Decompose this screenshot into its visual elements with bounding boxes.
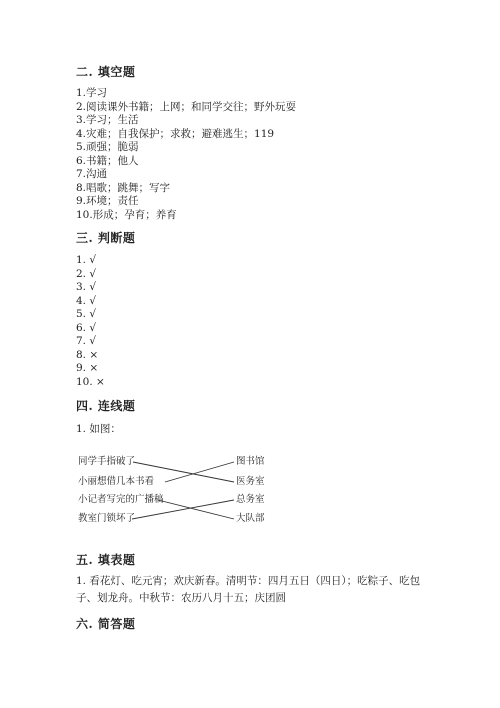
true-false-answer-item: 10. × [76, 375, 105, 388]
matching-left-item: 同学手指破了 [78, 456, 136, 467]
fill-blank-answer-item: 8.唱歌；跳舞；写字 [76, 181, 171, 194]
true-false-answer-item: 9. × [76, 362, 99, 374]
matching-left-item: 教室门锁坏了 [78, 513, 136, 524]
fill-blank-answer-item: 6.书籍；他人 [76, 154, 139, 167]
table-fill-answer: 1. 看花灯、吃元宵；欢庆新春。清明节：四月五日（四日）；吃粽子、吃包子、划龙舟。中秋节：农历八月十五；庆团圆 [76, 575, 421, 604]
true-false-answer-item: 5. √ [76, 308, 97, 320]
matching-left-item: 小记者写完的广播稿 [78, 494, 164, 505]
section-title-table-fill: 五. 填表题 [76, 553, 136, 567]
true-false-answer-item: 4. √ [76, 294, 97, 307]
true-false-answer-item: 8. × [76, 348, 99, 361]
matching-intro: 1. 如图： [76, 423, 121, 435]
fill-blank-answer-item: 7.沟通 [76, 168, 108, 180]
matching-line [165, 462, 234, 482]
fill-blank-answer-item: 9.环境；责任 [76, 195, 139, 207]
true-false-answer-item: 2. √ [76, 267, 97, 280]
true-false-answer-item: 1. √ [76, 254, 97, 266]
fill-blank-answer-item: 5.顽强；脆弱 [76, 141, 139, 153]
true-false-answer-item: 6. √ [76, 321, 97, 334]
true-false-answer-item: 3. √ [76, 281, 97, 293]
section-title-true-false: 三. 判断题 [76, 231, 136, 245]
matching-line [158, 500, 234, 519]
section-title-short-answer: 六. 简答题 [76, 617, 136, 631]
matching-right-item: 图书馆 [236, 456, 265, 467]
fill-blank-answer-item: 1.学习 [76, 87, 108, 99]
fill-blank-answer-item: 3.学习；生活 [76, 114, 139, 126]
fill-blank-answer-item: 2.阅读课外书籍；上网；和同学交往；野外玩耍 [76, 100, 297, 113]
section-title-fill-blank: 二. 填空题 [76, 65, 136, 79]
fill-blank-answer-item: 10.形成；孕育；养育 [76, 208, 177, 221]
matching-right-item: 医务室 [236, 476, 265, 487]
section-title-matching: 四. 连线题 [76, 399, 136, 413]
matching-right-item: 总务室 [236, 494, 265, 505]
matching-left-item: 小丽想借几本书看 [78, 476, 155, 487]
matching-right-item: 大队部 [236, 513, 265, 524]
true-false-answer-item: 7. √ [76, 335, 97, 347]
fill-blank-answer-item: 4.灾难；自我保护；求救；避难逃生；119 [76, 127, 275, 140]
